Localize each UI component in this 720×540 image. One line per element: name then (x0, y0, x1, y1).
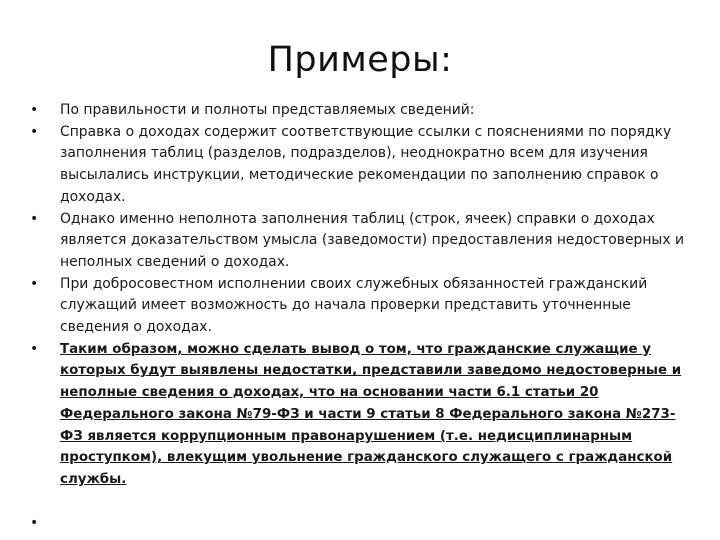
bullet-dot-icon: • (30, 123, 39, 140)
bullet-dot-icon: • (30, 340, 39, 357)
bullet-text: Справка о доходах содержит соответствующие ссылки с пояснениями по порядку заполнения таблиц (разделов, подразделов), неоднократно всем для изучения высылались инструкции, методические рекомендации по заполнению справок о доходах. (60, 123, 672, 205)
bullet-dot-icon: • (30, 275, 39, 292)
bullet-item (28, 274, 688, 339)
bullet-item (28, 209, 688, 274)
bullet-dot-icon: • (30, 210, 39, 227)
bullet-text: Однако именно неполнота заполнения таблиц (строк, ячеек) справки о доходах является доказательством умысла (заведомости) предоставления недостоверных и неполных сведений о доходах. (60, 210, 685, 270)
bullet-list (28, 100, 688, 535)
bullet-dot-icon: • (30, 102, 39, 118)
bullet-item (28, 100, 688, 122)
bullet-text: Таким образом, можно сделать вывод о том, что гражданские служащие у которых будут выявлены недостатки, представили заведомо недостоверные и неполные сведения о доходах, что на основании части 6.1 статьи 20 Федерального закона №79-ФЗ и части 9 статьи 8 Федерального закона №273-ФЗ является коррупционным правонарушением (т.е. недисциплинарным проступком), влекущим увольнение гражданского служащего с гражданской службы. (60, 341, 682, 487)
bullet-text: По правильности и полноты представляемых сведений: (60, 102, 475, 118)
bullet-item-conclusion (28, 339, 688, 491)
bullet-dot-icon: • (30, 514, 39, 531)
slide-title: Примеры: (267, 40, 453, 80)
bullet-item-empty (28, 491, 688, 535)
bullet-item (28, 122, 688, 209)
bullet-text: При добросовестном исполнении своих служебных обязанностей гражданский служащий имеет возможность до начала проверки представить уточненные сведения о доходах. (60, 275, 648, 336)
